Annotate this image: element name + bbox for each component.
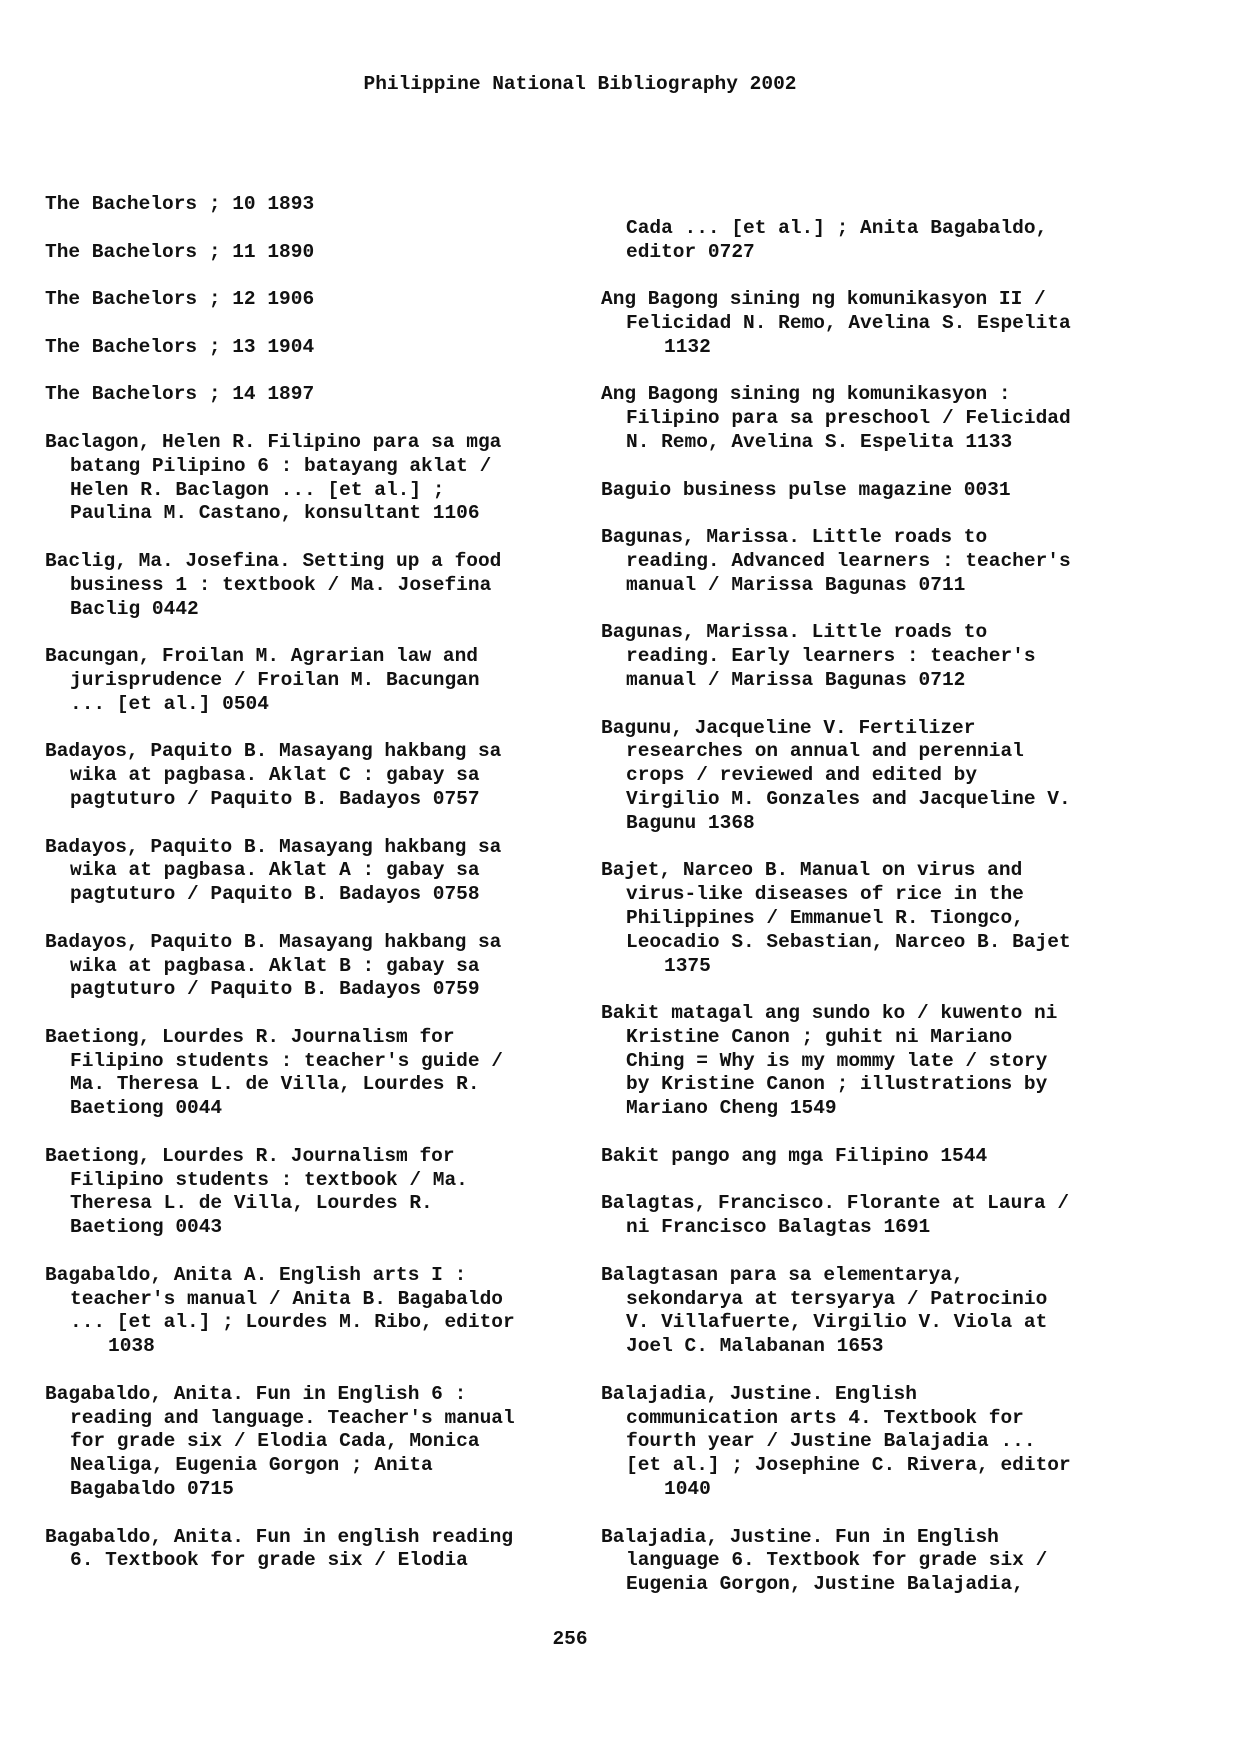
- entry-line: Baetiong 0044: [70, 1097, 223, 1120]
- entry-line: by Kristine Canon ; illustrations by: [626, 1073, 1048, 1096]
- bibliography-entry: [601, 1526, 1171, 1597]
- entry-line: manual / Marissa Bagunas 0712: [626, 668, 966, 691]
- bibliography-entry: [45, 740, 615, 811]
- bibliography-entry: [45, 1145, 615, 1240]
- entry-line: reading. Advanced learners : teacher's: [626, 549, 1071, 572]
- entry-line: Theresa L. de Villa, Lourdes R.: [70, 1192, 433, 1215]
- entry-line: Balajadia, Justine. English: [601, 1382, 917, 1405]
- entry-line: Helen R. Baclagon ... [et al.] ;: [70, 478, 445, 501]
- left-column: [45, 193, 615, 1597]
- entry-line: Bajet, Narceo B. Manual on virus and: [601, 859, 1023, 882]
- bibliography-entry: [45, 383, 615, 407]
- entry-line: Baetiong 0043: [70, 1216, 223, 1239]
- bibliography-entry: [601, 1192, 1171, 1240]
- entry-line: teacher's manual / Anita B. Bagabaldo: [70, 1287, 503, 1310]
- entry-line: reading. Early learners : teacher's: [626, 645, 1036, 668]
- entry-line: Eugenia Gorgon, Justine Balajadia,: [626, 1573, 1024, 1596]
- entry-line: [et al.] ; Josephine C. Rivera, editor: [626, 1454, 1071, 1477]
- entry-line: communication arts 4. Textbook for: [626, 1406, 1024, 1429]
- entry-line: Philippines / Emmanuel R. Tiongco,: [626, 906, 1024, 929]
- bibliography-entry: [45, 1264, 615, 1359]
- entry-line: wika at pagbasa. Aklat C : gabay sa: [70, 764, 480, 787]
- bibliography-entry: [45, 288, 615, 312]
- bibliography-entry: [601, 193, 1171, 264]
- entry-line: Leocadio S. Sebastian, Narceo B. Bajet: [626, 930, 1071, 953]
- bibliography-entry: [45, 241, 615, 265]
- entry-line: Bagunas, Marissa. Little roads to: [601, 526, 988, 549]
- bibliography-entry: [45, 336, 615, 360]
- entry-line: wika at pagbasa. Aklat B : gabay sa: [70, 954, 480, 977]
- bibliography-entry: [45, 550, 615, 621]
- entry-line: Kristine Canon ; guhit ni Mariano: [626, 1025, 1013, 1048]
- entry-line: pagtuturo / Paquito B. Badayos 0757: [70, 787, 480, 810]
- bibliography-entry: [45, 431, 615, 526]
- bibliography-entry: [45, 1526, 615, 1574]
- entry-line: business 1 : textbook / Ma. Josefina: [70, 573, 492, 596]
- entry-line: Bagunu, Jacqueline V. Fertilizer: [601, 716, 976, 739]
- entry-line: Ching = Why is my mommy late / story: [626, 1049, 1048, 1072]
- entry-line: jurisprudence / Froilan M. Bacungan: [70, 668, 480, 691]
- entry-line: [601, 193, 1171, 217]
- entry-line: crops / reviewed and edited by: [626, 764, 978, 787]
- entry-line: Ma. Theresa L. de Villa, Lourdes R.: [70, 1073, 480, 1096]
- entry-line: Baetiong, Lourdes R. Journalism for: [45, 1144, 455, 1167]
- page-header: Philippine National Bibliography 2002: [363, 73, 797, 95]
- bibliography-entry: [45, 645, 615, 716]
- entry-line: V. Villafuerte, Virgilio V. Viola at: [626, 1311, 1048, 1334]
- bibliography-entry: [45, 931, 615, 1002]
- bibliography-entry: [601, 717, 1171, 836]
- bibliography-entry: [45, 1026, 615, 1121]
- entry-line: ... [et al.] 0504: [70, 692, 269, 715]
- bibliography-entry: [601, 1264, 1171, 1359]
- bibliography-entry: [601, 859, 1171, 978]
- entry-line: The Bachelors ; 11 1890: [45, 240, 315, 263]
- bibliography-entry: [601, 621, 1171, 692]
- entry-number: 1375: [664, 954, 711, 977]
- entry-line: Paulina M. Castano, konsultant 1106: [70, 502, 480, 525]
- entry-line: sekondarya at tersyarya / Patrocinio: [626, 1287, 1048, 1310]
- entry-number: 1040: [664, 1478, 711, 1501]
- entry-line: The Bachelors ; 12 1906: [45, 288, 315, 311]
- entry-line: 6. Textbook for grade six / Elodia: [70, 1549, 468, 1572]
- entry-line: fourth year / Justine Balajadia ...: [626, 1430, 1036, 1453]
- entry-line: Joel C. Malabanan 1653: [626, 1335, 884, 1358]
- entry-line: Baguio business pulse magazine 0031: [601, 478, 1011, 501]
- entry-line: Ang Bagong sining ng komunikasyon :: [601, 383, 1011, 406]
- entry-line: Bagabaldo, Anita A. English arts I :: [45, 1263, 467, 1286]
- entry-line: researches on annual and perennial: [626, 740, 1024, 763]
- entry-line: virus-like diseases of rice in the: [626, 883, 1024, 906]
- entry-line: Mariano Cheng 1549: [626, 1097, 837, 1120]
- entry-line: Badayos, Paquito B. Masayang hakbang sa: [45, 930, 502, 953]
- entry-line: Balagtas, Francisco. Florante at Laura /: [601, 1192, 1070, 1215]
- entry-line: Bacungan, Froilan M. Agrarian law and: [45, 645, 478, 668]
- bibliography-entry: [601, 1145, 1171, 1169]
- entry-line: The Bachelors ; 14 1897: [45, 383, 315, 406]
- entry-line: N. Remo, Avelina S. Espelita 1133: [626, 430, 1013, 453]
- entry-line: Balagtasan para sa elementarya,: [601, 1263, 964, 1286]
- page-number: 256: [552, 1628, 588, 1650]
- bibliography-entry: [601, 526, 1171, 597]
- entry-line: Bagabaldo, Anita. Fun in english reading: [45, 1525, 514, 1548]
- entry-line: wika at pagbasa. Aklat A : gabay sa: [70, 859, 480, 882]
- entry-line: pagtuturo / Paquito B. Badayos 0758: [70, 883, 480, 906]
- entry-line: Filipino para sa preschool / Felicidad: [626, 407, 1071, 430]
- entry-line: Bakit matagal ang sundo ko / kuwento ni: [601, 1002, 1058, 1025]
- entry-line: Cada ... [et al.] ; Anita Bagabaldo,: [626, 216, 1048, 239]
- entry-line: Baetiong, Lourdes R. Journalism for: [45, 1025, 455, 1048]
- entry-line: Bagunas, Marissa. Little roads to: [601, 621, 988, 644]
- entry-line: pagtuturo / Paquito B. Badayos 0759: [70, 978, 480, 1001]
- bibliography-entry: [45, 836, 615, 907]
- entry-line: Nealiga, Eugenia Gorgon ; Anita: [70, 1454, 433, 1477]
- entry-line: Bagunu 1368: [626, 811, 755, 834]
- bibliography-entry: [601, 1383, 1171, 1502]
- entry-line: Badayos, Paquito B. Masayang hakbang sa: [45, 835, 502, 858]
- entry-line: Felicidad N. Remo, Avelina S. Espelita: [626, 311, 1071, 334]
- entry-line: Bakit pango ang mga Filipino 1544: [601, 1144, 988, 1167]
- entry-line: Virgilio M. Gonzales and Jacqueline V.: [626, 787, 1071, 810]
- bibliography-entry: [601, 288, 1171, 359]
- entry-line: ... [et al.] ; Lourdes M. Ribo, editor: [70, 1311, 515, 1334]
- entry-line: batang Pilipino 6 : batayang aklat /: [70, 454, 492, 477]
- entry-number: 1132: [664, 335, 711, 358]
- bibliography-entry: [45, 193, 615, 217]
- bibliography-entry: [601, 479, 1171, 503]
- entry-line: Badayos, Paquito B. Masayang hakbang sa: [45, 740, 502, 763]
- entry-line: Filipino students : textbook / Ma.: [70, 1168, 468, 1191]
- right-column: [601, 193, 1171, 1621]
- entry-line: ni Francisco Balagtas 1691: [626, 1216, 931, 1239]
- entry-line: manual / Marissa Bagunas 0711: [626, 573, 966, 596]
- entry-line: editor 0727: [626, 240, 755, 263]
- bibliography-entry: [601, 383, 1171, 454]
- bibliography-entry: [45, 1383, 615, 1502]
- entry-line: Bagabaldo 0715: [70, 1478, 234, 1501]
- entry-line: Baclig 0442: [70, 597, 199, 620]
- bibliography-entry: [601, 1002, 1171, 1121]
- entry-line: Baclagon, Helen R. Filipino para sa mga: [45, 430, 502, 453]
- entry-line: Ang Bagong sining ng komunikasyon II /: [601, 288, 1046, 311]
- entry-line: Baclig, Ma. Josefina. Setting up a food: [45, 549, 502, 572]
- entry-line: Filipino students : teacher's guide /: [70, 1049, 503, 1072]
- entry-line: language 6. Textbook for grade six /: [626, 1549, 1048, 1572]
- entry-line: Balajadia, Justine. Fun in English: [601, 1525, 999, 1548]
- entry-line: Bagabaldo, Anita. Fun in English 6 :: [45, 1382, 467, 1405]
- entry-line: The Bachelors ; 13 1904: [45, 335, 315, 358]
- entry-line: reading and language. Teacher's manual: [70, 1406, 515, 1429]
- entry-line: for grade six / Elodia Cada, Monica: [70, 1430, 480, 1453]
- entry-number: 1038: [108, 1335, 155, 1358]
- entry-line: The Bachelors ; 10 1893: [45, 193, 315, 215]
